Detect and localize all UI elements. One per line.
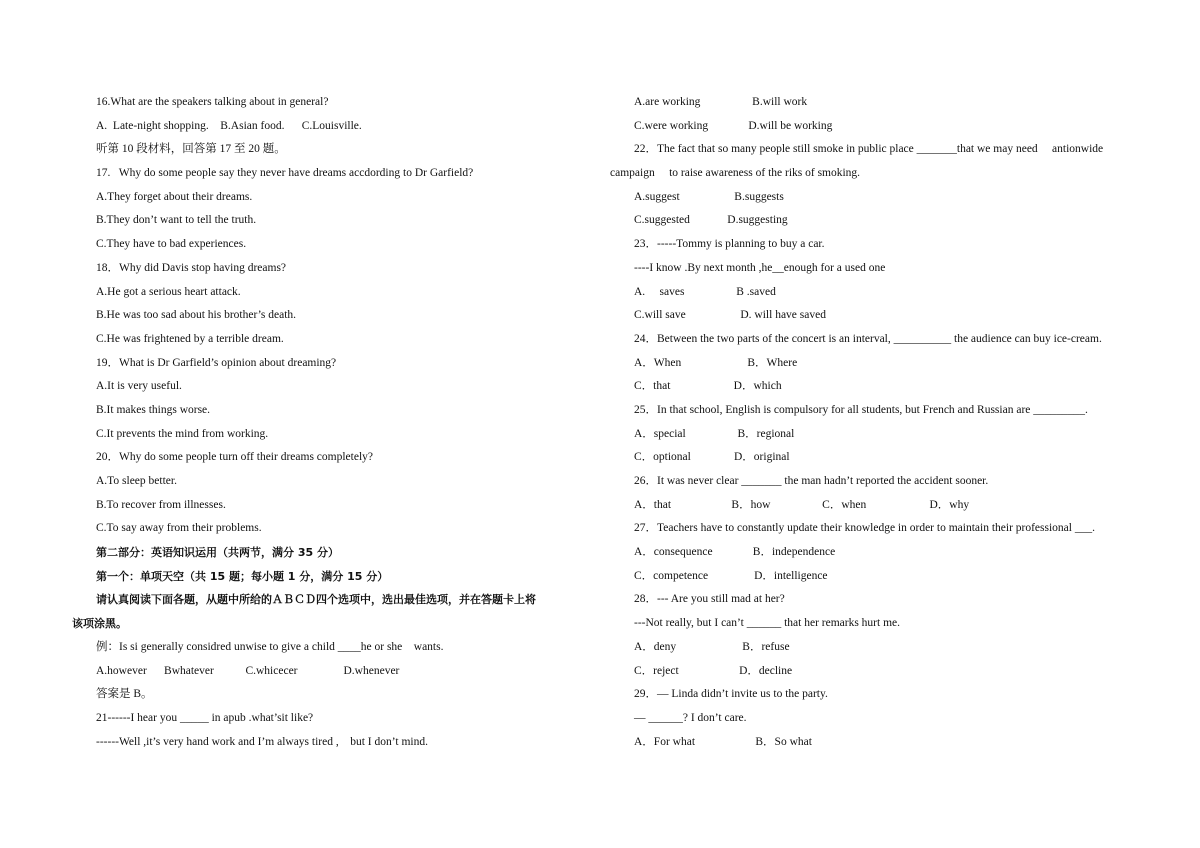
right-column-line: A．consequence B．independence <box>634 546 836 559</box>
left-column-line: 例：Is si generally considred unwise to give a child ____he or she wants. <box>96 640 444 653</box>
left-column-line: A.It is very useful. <box>96 380 182 393</box>
left-column-line: 请认真阅读下面各题，从题中所给的ＡＢＣＤ四个选项中，选出最佳选项，并在答题卡上将 <box>96 593 536 607</box>
right-column-line: A．special B．regional <box>634 427 795 440</box>
left-column-line: B.He was too sad about his brother’s death. <box>96 309 297 322</box>
right-column-line: 22．The fact that so many people still smoke in public place _______that we may need antionwide <box>634 143 1104 156</box>
left-column-line: 17. Why do some people say they never have dreams accdording to Dr Garfield? <box>96 167 474 180</box>
right-column-line: C．competence D．intelligence <box>634 569 828 582</box>
left-column-line: A. Late-night shopping. B.Asian food. C.Louisville. <box>96 119 362 132</box>
right-column-line: C．optional D．original <box>634 451 790 464</box>
left-column-line: 第一个：单项天空（共 15 题；每小题 1 分，满分 15 分） <box>96 569 389 583</box>
left-column-line: A.To sleep better. <box>96 475 177 487</box>
left-column-line: 听第 10 段材料，回答第 17 至 20 题。 <box>96 143 286 156</box>
right-column-line: 25．In that school, English is compulsory for all students, but French and Russian are _________. <box>634 403 1088 416</box>
left-column-line: A.They forget about their dreams. <box>96 190 253 203</box>
right-column-line: C.suggested D.suggesting <box>634 214 788 227</box>
left-column-line: ------Well ,it’s very hand work and I’m always tired , but I don’t mind. <box>96 735 428 748</box>
right-column-line: A.suggest B.suggests <box>634 190 784 203</box>
right-column-line: A. saves B .saved <box>634 285 776 298</box>
right-column-line: A．For what B．So what <box>634 735 812 748</box>
left-column-line: 20．Why do some people turn off their dreams completely? <box>96 451 373 464</box>
left-column-line: B.They don’t want to tell the truth. <box>96 214 257 227</box>
left-column-line: 21------I hear you _____ in apub .what’sit like? <box>96 711 314 724</box>
right-column-line: 26．It was never clear _______ the man hadn’t reported the accident sooner. <box>634 475 989 487</box>
right-column-line: 27．Teachers have to constantly update their knowledge in order to maintain their professional ___. <box>634 522 1095 535</box>
right-column-line: ---Not really, but I can’t ______ that her remarks hurt me. <box>634 617 901 630</box>
right-column-line: C．that D．which <box>634 380 782 393</box>
right-column-line: campaign to raise awareness of the riks of smoking. <box>610 167 861 180</box>
left-column-line: C.He was frightened by a terrible dream. <box>96 332 284 345</box>
right-column-line: 23．-----Tommy is planning to buy a car. <box>634 238 825 251</box>
left-column-line: 第二部分：英语知识运用（共两节，满分 35 分） <box>96 546 339 560</box>
right-column-line: ----I know .By next month ,he__enough for a used one <box>634 261 886 274</box>
left-column-line: A.however Bwhatever C.whicecer D.whenever <box>96 664 400 677</box>
left-column-line: 18．Why did Davis stop having dreams? <box>96 261 287 274</box>
left-column <box>72 91 592 754</box>
right-column-line: 29．— Linda didn’t invite us to the party. <box>634 688 828 701</box>
right-column-line: C．reject D．decline <box>634 664 793 677</box>
left-column-line: C.It prevents the mind from working. <box>96 427 269 440</box>
right-column-line: 24．Between the two parts of the concert is an interval, __________ the audience can buy ice-cream. <box>634 332 1102 345</box>
left-column-line: 19．What is Dr Garfield’s opinion about dreaming? <box>96 356 337 369</box>
right-column-line: — ______? I don’t care. <box>634 711 747 724</box>
right-column-line: A．that B．how C．when D．why <box>634 498 970 511</box>
right-column-line: A．deny B．refuse <box>634 640 790 653</box>
left-column-line: C.They have to bad experiences. <box>96 238 247 251</box>
right-column <box>610 91 1140 754</box>
left-column-line: C.To say away from their problems. <box>96 522 262 535</box>
right-column-line: C.will save D. will have saved <box>634 309 826 322</box>
left-column-line: B.To recover from illnesses. <box>96 498 226 511</box>
right-column-line: A．When B．Where <box>634 356 798 369</box>
right-column-line: A.are working B.will work <box>634 96 808 108</box>
left-column-line: 该项涂黑。 <box>72 617 127 631</box>
left-column-line: 答案是 B。 <box>96 688 153 701</box>
right-column-line: 28．--- Are you still mad at her? <box>634 593 785 606</box>
left-column-line: B.It makes things worse. <box>96 403 211 416</box>
left-column-line: 16.What are the speakers talking about in general? <box>96 96 329 108</box>
right-column-line: C.were working D.will be working <box>634 119 833 132</box>
left-column-line: A.He got a serious heart attack. <box>96 285 241 298</box>
